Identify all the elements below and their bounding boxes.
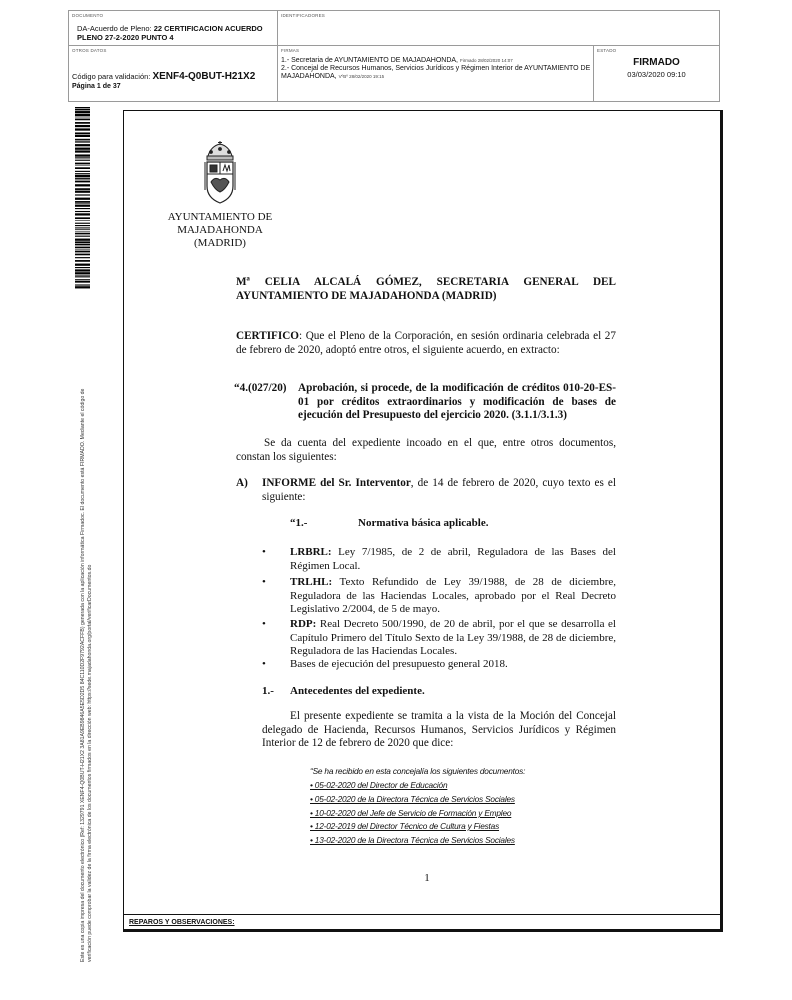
remarks-label: REPAROS Y OBSERVACIONES:	[129, 919, 235, 926]
paragraph-mocion: El presente expediente se tramita a la vista de la Moción del Concejal delegado de Hacienda, Recursos Humanos, Servicios Jurídicos y Régimen Interior de 12 de febrero de 2020 que dice:	[262, 710, 616, 749]
quote-item: • 10-02-2020 del Jefe de Servicio de Formación y Empleo	[310, 808, 512, 818]
antecedentes-heading: Antecedentes del expediente.	[290, 685, 425, 697]
document-label: DOCUMENTO	[72, 13, 104, 18]
list-item: TRLHL: Texto Refundido de Ley 39/1988, de 28 de diciembre, Reguladora de las Haciendas Locales, aprobado por el Real Decreto Legislativo 2/2004, de 5 de mayo.	[290, 576, 616, 615]
section-a-text: INFORME del Sr. Interventor, de 14 de febrero de 2020, cuyo texto es el siguiente:	[262, 477, 617, 503]
signature-1: 1.- Secretaria de AYUNTAMIENTO DE MAJADAHONDA, Firmado 28/02/2020 14:07	[281, 57, 513, 64]
certifico-paragraph: CERTIFICO: Que el Pleno de la Corporación, en sesión ordinaria celebrada el 27 de febrero de 2020, adoptó entre otros, el siguiente acuerdo, en extracto:	[236, 330, 616, 356]
signature-2: 2.- Concejal de Recursos Humanos, Servicios Jurídicos y Régimen Interior de AYUNTAMIENTO DE MAJADAHONDA, VºBº 28/02/2020 19:15	[281, 65, 591, 80]
quote-item: • 12-02-2019 del Director Técnico de Cultura y Fiestas	[310, 821, 500, 831]
quote-intro: “Se ha recibido en esta concejalía los siguientes documentos:	[310, 766, 526, 776]
quote-item: • 05-02-2020 de la Directora Técnica de Servicios Sociales	[310, 794, 515, 804]
certifier-title: Mª CELIA ALCALÁ GÓMEZ, SECRETARIA GENERAL DEL AYUNTAMIENTO DE MAJADAHONDA (MADRID)	[236, 276, 616, 302]
list-item: Bases de ejecución del presupuesto general 2018.	[290, 658, 508, 670]
remarks-section	[123, 914, 723, 932]
identifiers-label: IDENTIFICADORES	[281, 13, 326, 18]
agreement-number: “4.(027/20)	[234, 382, 287, 394]
coat-of-arms-icon	[199, 140, 241, 206]
bullet-icon: •	[262, 546, 266, 558]
heading-1-title: Normativa básica aplicable.	[358, 517, 489, 529]
antecedentes-number: 1.-	[262, 685, 274, 697]
document-title-line1: DA-Acuerdo de Pleno: 22 CERTIFICACION ACUERDO	[77, 24, 263, 33]
status-cell	[594, 46, 719, 101]
municipality-name: AYUNTAMIENTO DE MAJADAHONDA (MADRID)	[167, 211, 273, 249]
agreement-title: Aprobación, si procede, de la modificación de créditos 010-20-ES-01 por créditos extraordinarios y modificación de bases de ejecución del Presupuesto del ejercicio 2020. (3.1.1/3.1.3)	[298, 382, 616, 421]
other-data-cell	[69, 46, 278, 101]
status-label: ESTADO	[597, 48, 617, 53]
quote-item: • 05-02-2020 del Director de Educación	[310, 780, 448, 790]
list-item: RDP: Real Decreto 500/1990, de 20 de abril, por el que se desarrolla el Capítulo Primero del Título Sexto de la Ley 39/1988, de 28 de diciembre, Reguladora de las Haciendas Locales.	[290, 618, 616, 657]
status-badge: FIRMADO	[633, 57, 680, 68]
validation-code: Código para validación: XENF4-Q0BUT-H21X2	[72, 71, 256, 82]
list-item: LRBRL: Ley 7/1985, de 2 de abril, Reguladora de las Bases del Régimen Local.	[290, 546, 616, 572]
section-a-label: A)	[236, 477, 248, 489]
document-title-line2: PLENO 27-2-2020 PUNTO 4	[77, 33, 174, 42]
status-date: 03/03/2020 09:10	[627, 70, 686, 79]
quote-item: • 13-02-2020 de la Directora Técnica de Servicios Sociales	[310, 835, 515, 845]
bullet-icon: •	[262, 658, 266, 670]
paragraph-intro: Se da cuenta del expediente incoado en el que, entre otros documentos, constan los siguientes:	[236, 437, 616, 463]
page-number: 1	[424, 872, 430, 884]
verification-margin-note: Este es una copia impresa del documento electrónico (Ref: 1329791 XENF4-Q0BUT-H21X2 3A81A9EB9846A5E5D2D5 84C110D2F9792ACFFB) generada con la aplicación informática Firmadoc. El documento está FIRMADO. Mediante el código de verificación puede comprobar la validez de la firma electrónica de los documentos firmados en la dirección web: https://sede.majadahonda.org/portal/verificarDocumentos.do	[80, 388, 93, 962]
document-cell	[69, 11, 278, 46]
signatures-cell	[278, 46, 594, 101]
page-count: Página 1 de 37	[72, 83, 121, 90]
other-data-label: OTROS DATOS	[72, 48, 107, 53]
signatures-label: FIRMAS	[281, 48, 300, 53]
barcode-icon	[75, 107, 90, 290]
bullet-icon: •	[262, 576, 266, 588]
heading-1-number: “1.-	[290, 517, 308, 529]
validation-code-value[interactable]: XENF4-Q0BUT-H21X2	[152, 71, 256, 82]
identifiers-cell	[278, 11, 719, 46]
bullet-icon: •	[262, 618, 266, 630]
signature-header	[68, 10, 720, 102]
